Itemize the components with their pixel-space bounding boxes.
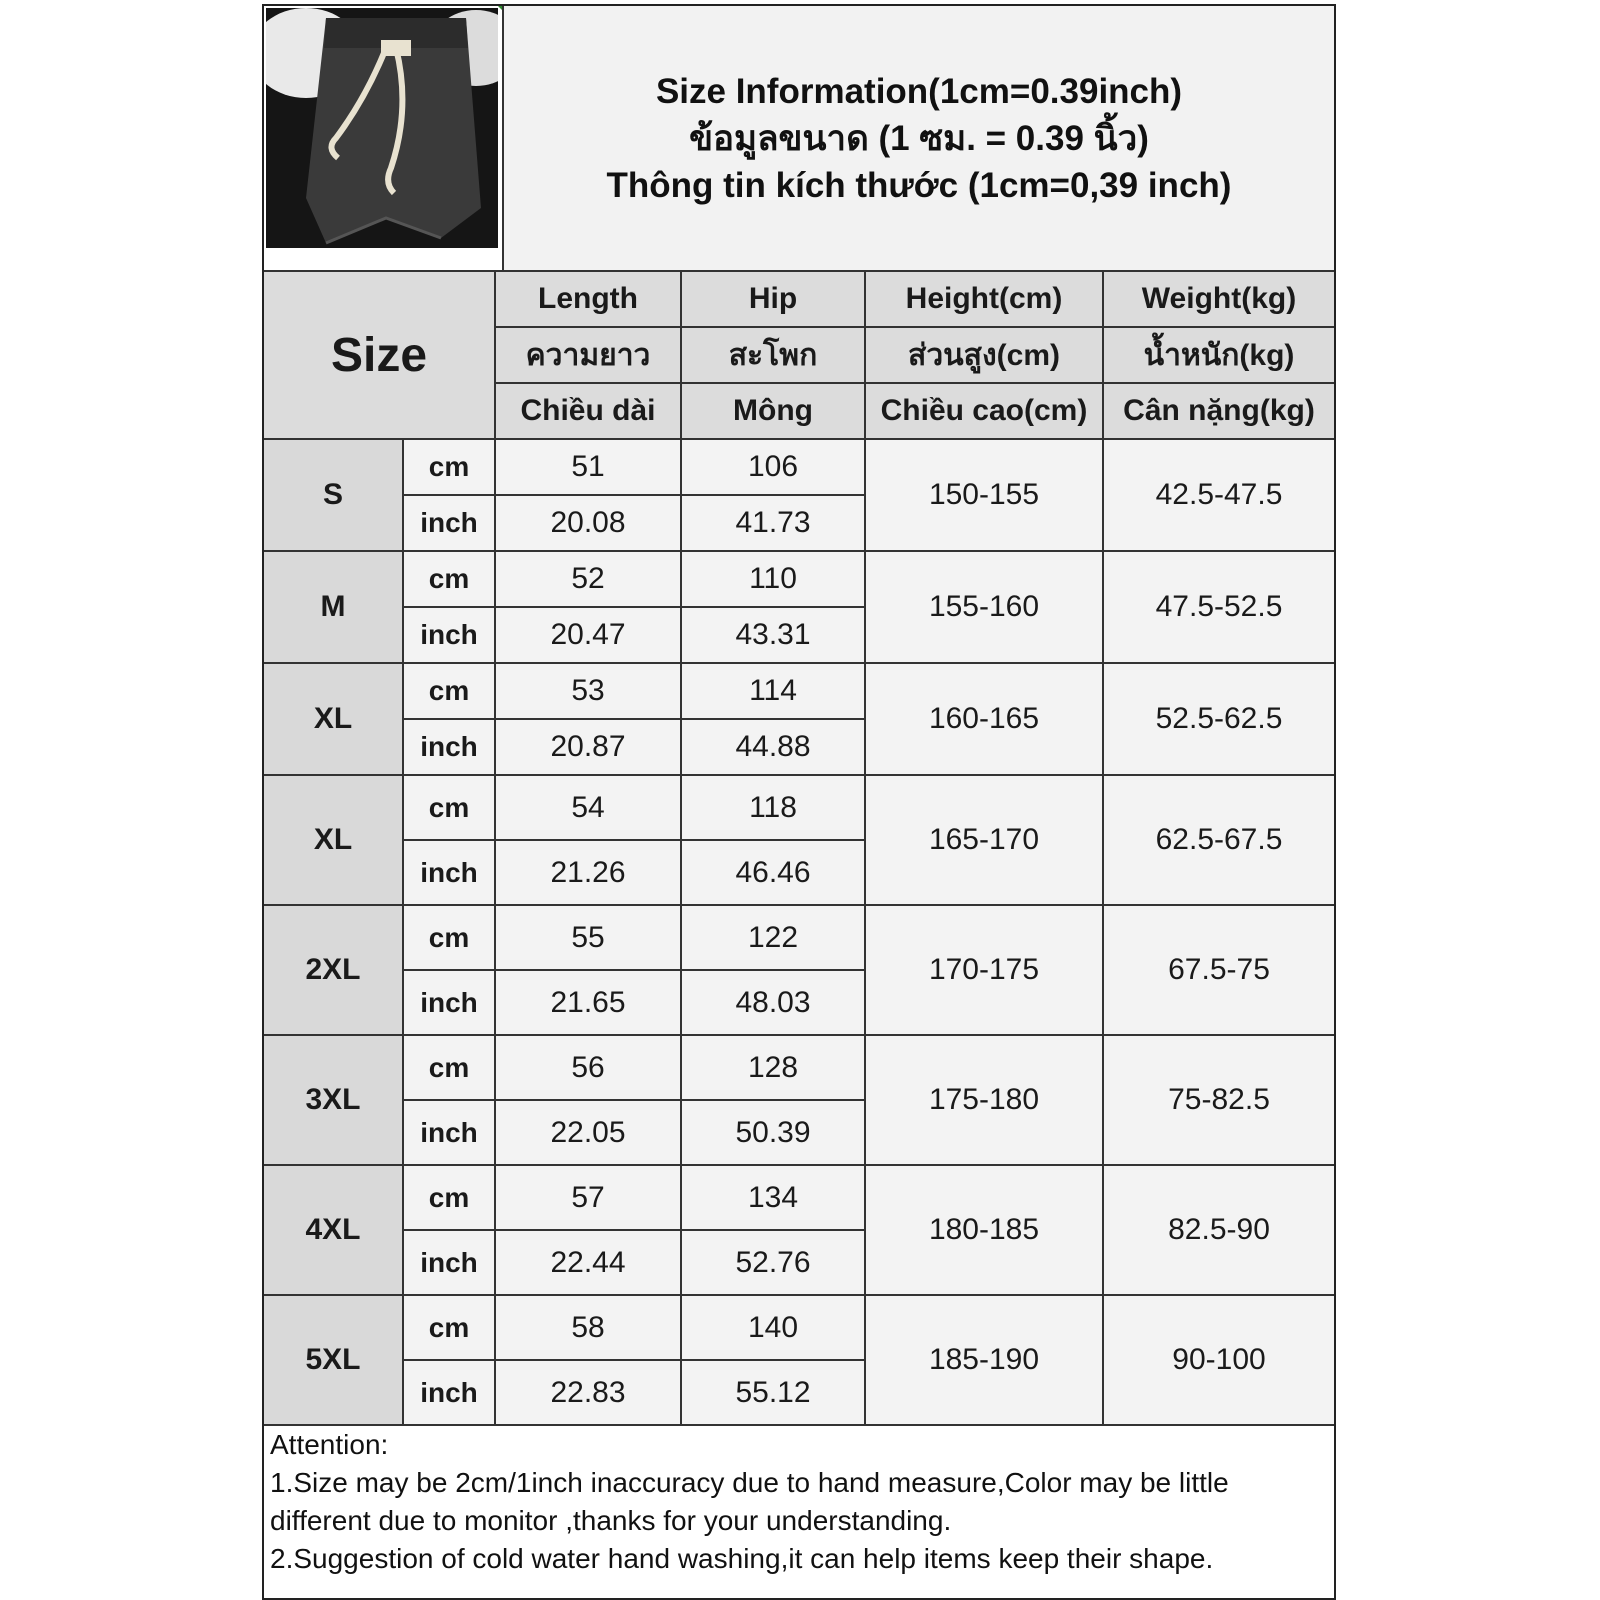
- hip-inch-value: 41.73: [682, 496, 866, 552]
- length-inch-value: 22.05: [496, 1101, 682, 1166]
- weight-range: 82.5-90: [1104, 1166, 1334, 1296]
- height-range: 170-175: [866, 906, 1104, 1036]
- unit-inch-label: inch: [404, 496, 496, 552]
- height-range: 150-155: [866, 440, 1104, 552]
- unit-cm-label: cm: [404, 906, 496, 971]
- column-header-vi: Chiều dài: [496, 384, 682, 440]
- title-vietnamese: Thông tin kích thước (1cm=0,39 inch): [606, 165, 1232, 205]
- column-header-en: Weight(kg): [1104, 272, 1334, 328]
- hip-inch-value: 50.39: [682, 1101, 866, 1166]
- column-header-en: Height(cm): [866, 272, 1104, 328]
- length-inch-value: 20.08: [496, 496, 682, 552]
- weight-range: 47.5-52.5: [1104, 552, 1334, 664]
- unit-cm-label: cm: [404, 1296, 496, 1361]
- unit-inch-label: inch: [404, 608, 496, 664]
- length-cm-value: 54: [496, 776, 682, 841]
- hip-cm-value: 140: [682, 1296, 866, 1361]
- hip-cm-value: 110: [682, 552, 866, 608]
- hip-inch-value: 43.31: [682, 608, 866, 664]
- column-header-th: ความยาว: [496, 328, 682, 384]
- title-thai: ข้อมูลขนาด (1 ซม. = 0.39 นิ้ว): [689, 118, 1149, 158]
- hip-cm-value: 128: [682, 1036, 866, 1101]
- size-label: XL: [264, 664, 404, 776]
- unit-cm-label: cm: [404, 776, 496, 841]
- weight-range: 90-100: [1104, 1296, 1334, 1426]
- size-label: 3XL: [264, 1036, 404, 1166]
- unit-inch-label: inch: [404, 1231, 496, 1296]
- length-inch-value: 20.87: [496, 720, 682, 776]
- unit-cm-label: cm: [404, 552, 496, 608]
- height-range: 165-170: [866, 776, 1104, 906]
- length-cm-value: 56: [496, 1036, 682, 1101]
- column-header-vi: Cân nặng(kg): [1104, 384, 1334, 440]
- product-photo: [266, 8, 498, 248]
- unit-inch-label: inch: [404, 1361, 496, 1426]
- weight-range: 52.5-62.5: [1104, 664, 1334, 776]
- hip-cm-value: 106: [682, 440, 866, 496]
- size-label: XL: [264, 776, 404, 906]
- length-cm-value: 52: [496, 552, 682, 608]
- weight-range: 62.5-67.5: [1104, 776, 1334, 906]
- unit-cm-label: cm: [404, 664, 496, 720]
- unit-inch-label: inch: [404, 841, 496, 906]
- unit-inch-label: inch: [404, 971, 496, 1036]
- hip-inch-value: 44.88: [682, 720, 866, 776]
- size-label: 4XL: [264, 1166, 404, 1296]
- weight-range: 67.5-75: [1104, 906, 1334, 1036]
- size-header: Size: [264, 272, 496, 440]
- length-cm-value: 58: [496, 1296, 682, 1361]
- length-inch-value: 22.44: [496, 1231, 682, 1296]
- column-header-vi: Chiều cao(cm): [866, 384, 1104, 440]
- length-cm-value: 57: [496, 1166, 682, 1231]
- title-english: Size Information(1cm=0.39inch): [655, 71, 1183, 111]
- weight-range: 42.5-47.5: [1104, 440, 1334, 552]
- length-cm-value: 53: [496, 664, 682, 720]
- length-cm-value: 51: [496, 440, 682, 496]
- hip-cm-value: 114: [682, 664, 866, 720]
- hip-inch-value: 55.12: [682, 1361, 866, 1426]
- column-header-en: Length: [496, 272, 682, 328]
- column-header-en: Hip: [682, 272, 866, 328]
- weight-range: 75-82.5: [1104, 1036, 1334, 1166]
- hip-cm-value: 118: [682, 776, 866, 841]
- size-label: 2XL: [264, 906, 404, 1036]
- notes-line-2: different due to monitor ,thanks for your understanding.: [270, 1505, 952, 1536]
- hip-cm-value: 134: [682, 1166, 866, 1231]
- unit-inch-label: inch: [404, 1101, 496, 1166]
- size-label: S: [264, 440, 404, 552]
- hip-inch-value: 52.76: [682, 1231, 866, 1296]
- height-range: 160-165: [866, 664, 1104, 776]
- size-chart-sheet: [262, 4, 1336, 1600]
- size-label: M: [264, 552, 404, 664]
- column-header-th: ส่วนสูง(cm): [866, 328, 1104, 384]
- height-range: 180-185: [866, 1166, 1104, 1296]
- hip-cm-value: 122: [682, 906, 866, 971]
- length-inch-value: 22.83: [496, 1361, 682, 1426]
- notes-line-1: 1.Size may be 2cm/1inch inaccuracy due to hand measure,Color may be little: [270, 1467, 1229, 1498]
- notes-line-3: 2.Suggestion of cold water hand washing,it can help items keep their shape.: [270, 1543, 1214, 1574]
- height-range: 175-180: [866, 1036, 1104, 1166]
- unit-cm-label: cm: [404, 1166, 496, 1231]
- unit-inch-label: inch: [404, 720, 496, 776]
- height-range: 155-160: [866, 552, 1104, 664]
- column-header-th: สะโพก: [682, 328, 866, 384]
- notes-heading: Attention:: [270, 1429, 389, 1460]
- height-range: 185-190: [866, 1296, 1104, 1426]
- size-label: 5XL: [264, 1296, 404, 1426]
- unit-cm-label: cm: [404, 440, 496, 496]
- title-block: [502, 6, 1334, 272]
- length-inch-value: 20.47: [496, 608, 682, 664]
- attention-notes: [264, 1424, 1334, 1580]
- length-inch-value: 21.26: [496, 841, 682, 906]
- length-cm-value: 55: [496, 906, 682, 971]
- column-header-th: น้ำหนัก(kg): [1104, 328, 1334, 384]
- product-photo-box: [264, 6, 502, 272]
- hip-inch-value: 46.46: [682, 841, 866, 906]
- unit-cm-label: cm: [404, 1036, 496, 1101]
- length-inch-value: 21.65: [496, 971, 682, 1036]
- hip-inch-value: 48.03: [682, 971, 866, 1036]
- column-header-vi: Mông: [682, 384, 866, 440]
